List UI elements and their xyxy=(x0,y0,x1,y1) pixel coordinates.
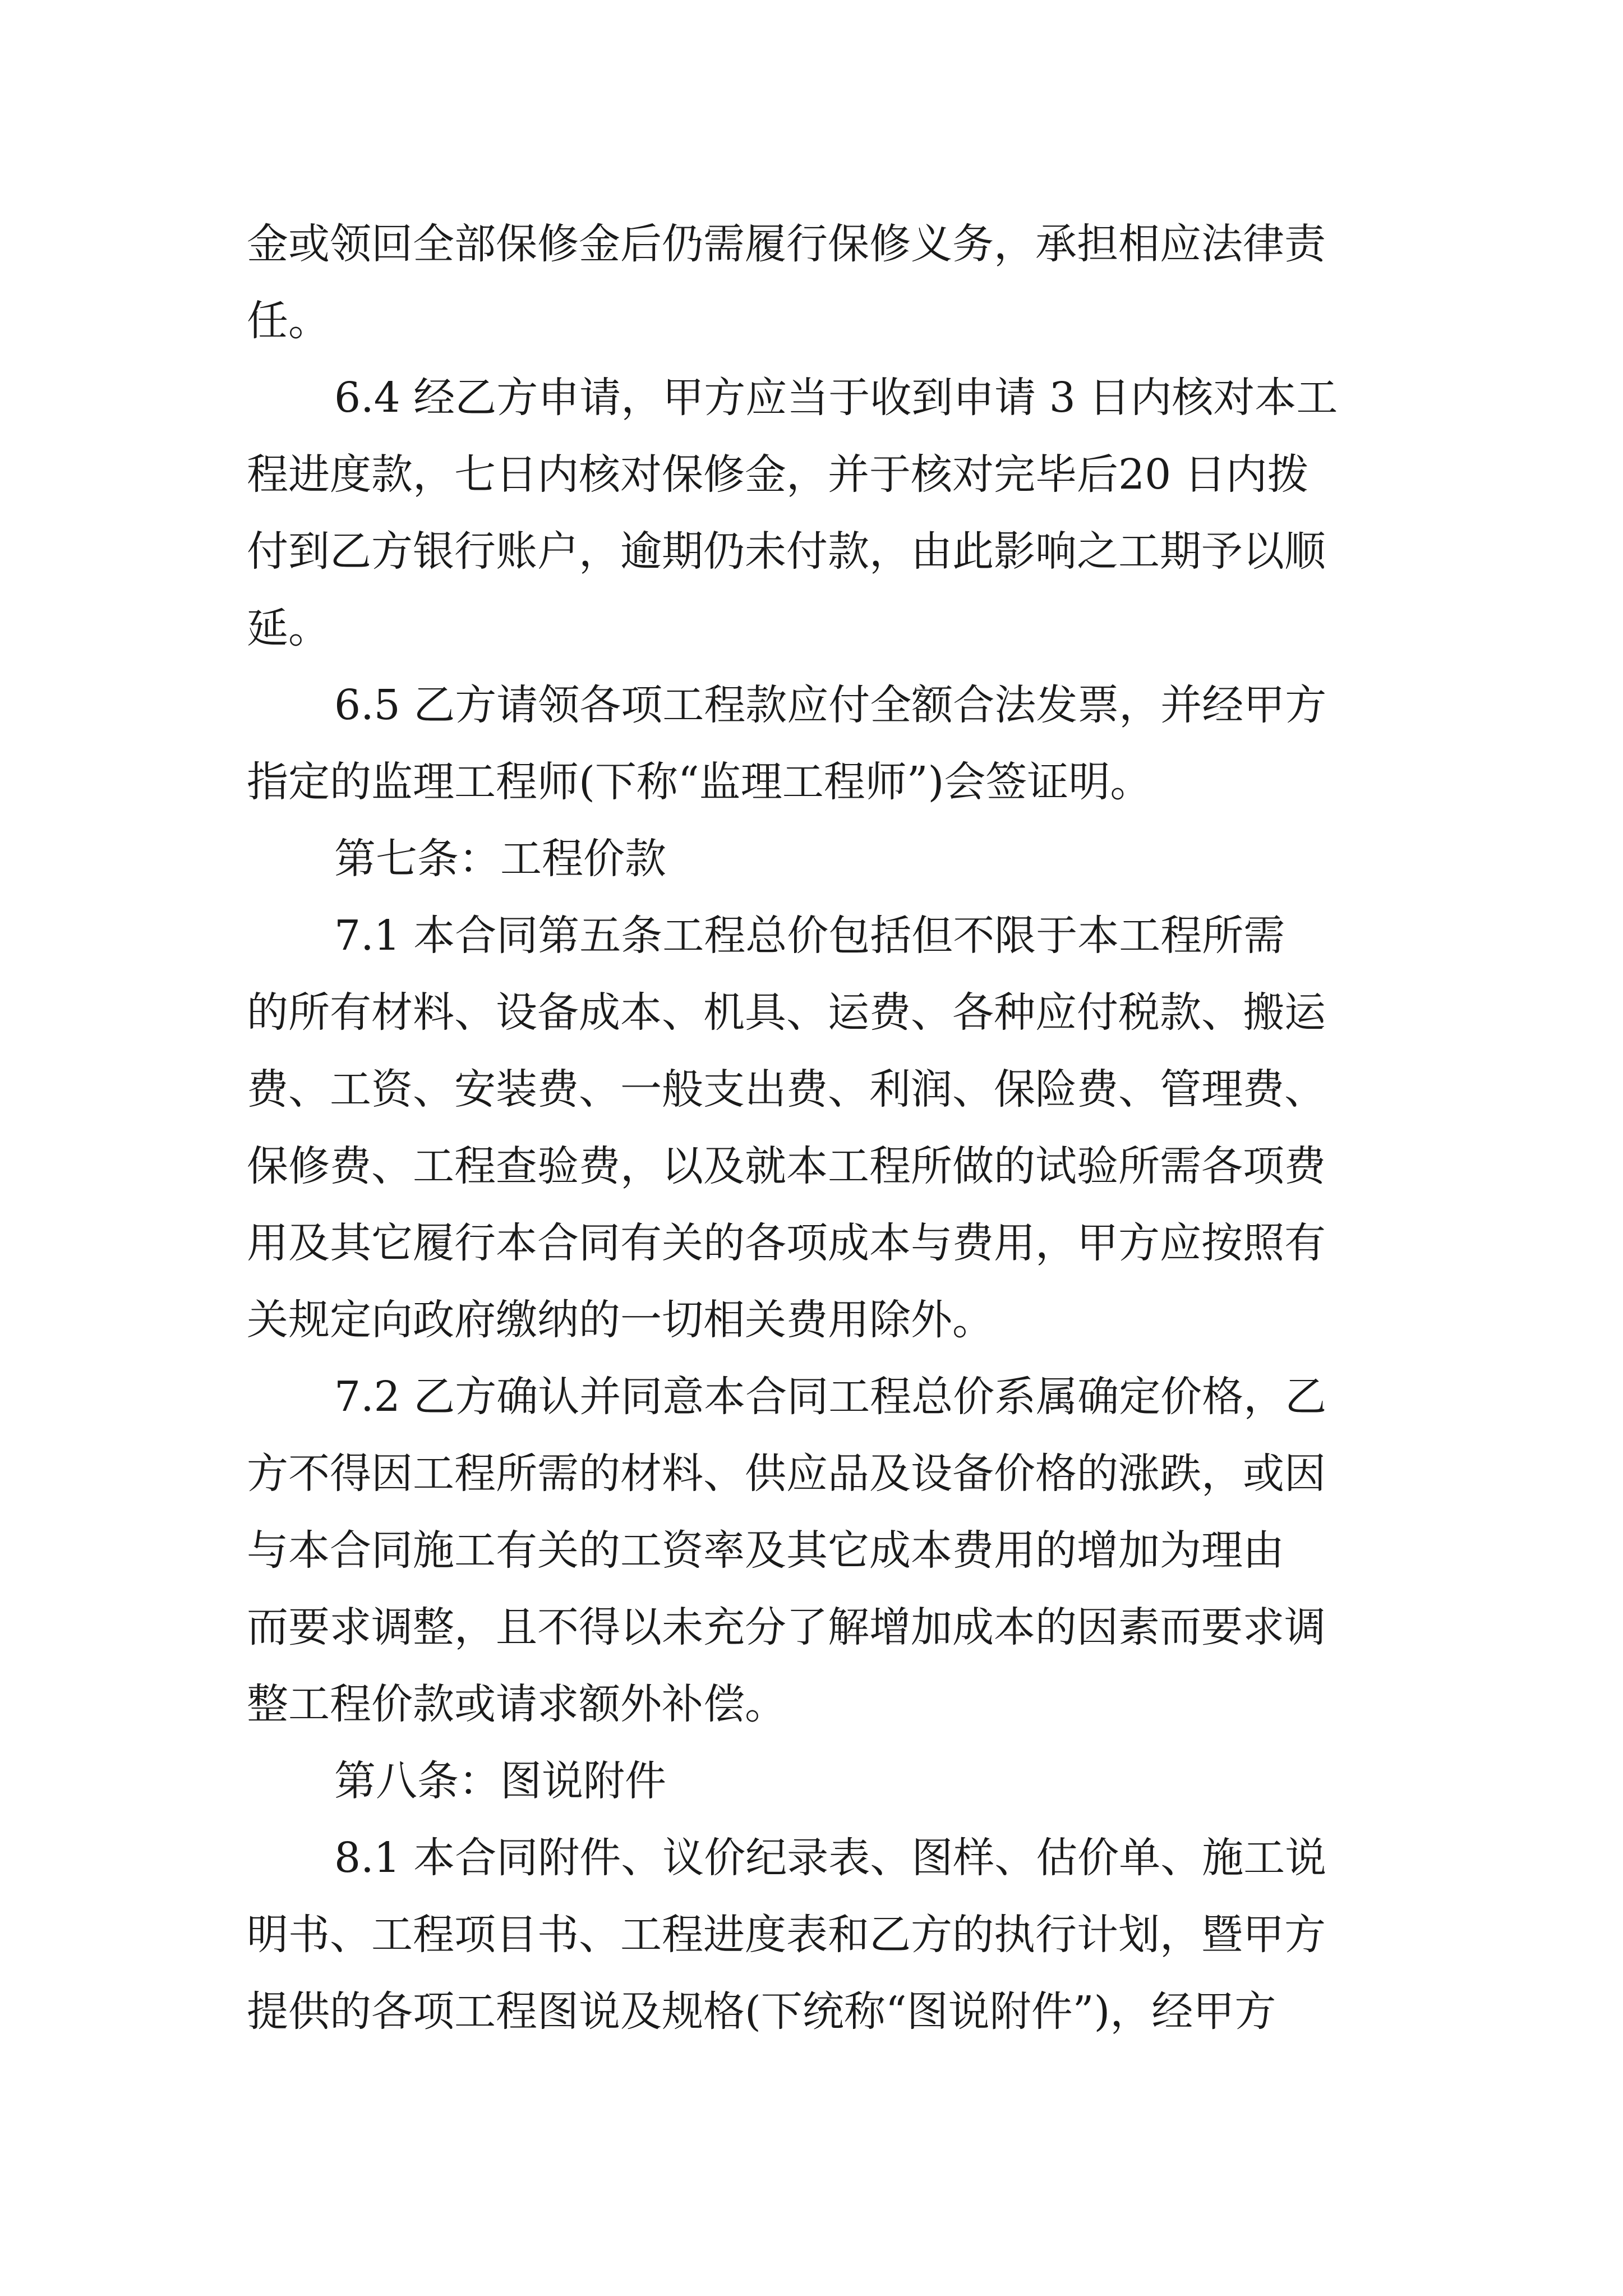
text-line: 程进度款，七日内核对保修金，并于核对完毕后20 日内拨 xyxy=(247,450,1309,499)
paragraph-start-line: 8.1 本合同附件、议价纪录表、图样、估价单、施工说 xyxy=(334,1834,1327,1882)
text-line: 而要求调整，且不得以未充分了解增加成本的因素而要求调 xyxy=(247,1603,1326,1651)
text-line: 用及其它履行本合同有关的各项成本与费用，甲方应按照有 xyxy=(247,1219,1326,1267)
text-line: 指定的监理工程师(下称“监理工程师”)会签证明。 xyxy=(247,758,1152,806)
article-heading: 第七条：工程价款 xyxy=(334,835,666,883)
text-line: 任。 xyxy=(247,297,330,345)
text-line: 方不得因工程所需的材料、供应品及设备价格的涨跌，或因 xyxy=(247,1450,1326,1498)
text-line: 与本合同施工有关的工资率及其它成本费用的增加为理由 xyxy=(247,1526,1284,1575)
text-line: 保修费、工程查验费，以及就本工程所做的试验所需各项费 xyxy=(247,1142,1326,1190)
text-line: 明书、工程项目书、工程进度表和乙方的执行计划，暨甲方 xyxy=(247,1911,1326,1959)
text-line: 整工程价款或请求额外补偿。 xyxy=(247,1680,786,1728)
paragraph-start-line: 6.4 经乙方申请，甲方应当于收到申请 3 日内核对本工 xyxy=(334,374,1338,422)
text-line: 付到乙方银行账户，逾期仍未付款，由此影响之工期予以顺 xyxy=(247,527,1326,576)
text-line: 费、工资、安装费、一般支出费、利润、保险费、管理费、 xyxy=(247,1065,1326,1114)
text-line: 关规定向政府缴纳的一切相关费用除外。 xyxy=(247,1296,994,1344)
text-line: 金或领回全部保修金后仍需履行保修义务，承担相应法律责 xyxy=(247,220,1326,268)
text-line: 延。 xyxy=(247,604,330,652)
article-heading: 第八条：图说附件 xyxy=(334,1757,666,1805)
paragraph-start-line: 7.2 乙方确认并同意本合同工程总价系属确定价格，乙 xyxy=(334,1373,1327,1421)
text-line: 提供的各项工程图说及规格(下统称“图说附件”)，经甲方 xyxy=(247,1987,1276,2036)
paragraph-start-line: 7.1 本合同第五条工程总价包括但不限于本工程所需 xyxy=(334,912,1285,960)
text-line: 的所有材料、设备成本、机具、运费、各种应付税款、搬运 xyxy=(247,988,1326,1037)
paragraph-start-line: 6.5 乙方请领各项工程款应付全额合法发票，并经甲方 xyxy=(334,681,1327,729)
